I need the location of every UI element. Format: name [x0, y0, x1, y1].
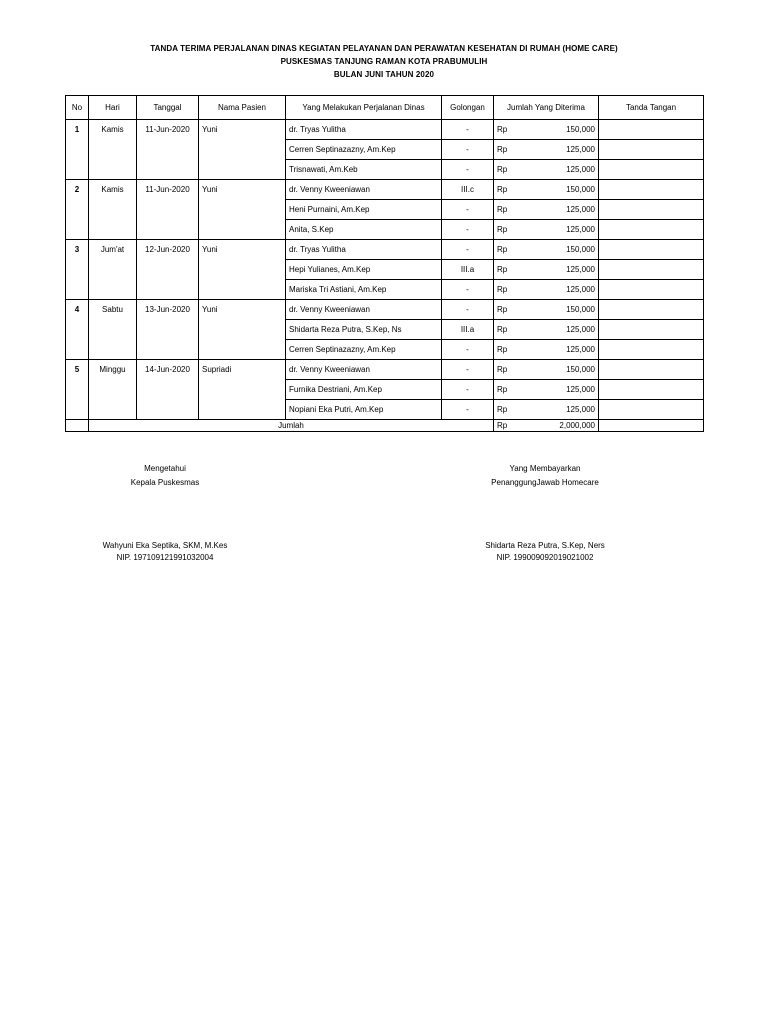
row-patient: Yuni [199, 180, 286, 240]
right-sig-name: Shidarta Reza Putra, S.Kep, Ners [485, 541, 605, 550]
staff-name: Shidarta Reza Putra, S.Kep, Ns [286, 320, 442, 340]
table-row [66, 240, 704, 260]
staff-name: Heni Purnaini, Am.Kep [286, 200, 442, 220]
amount-cell [494, 140, 599, 160]
currency-label: Rp [497, 365, 508, 374]
col-header-hari: Hari [89, 96, 137, 120]
total-amount-value: 2,000,000 [559, 421, 595, 430]
row-patient: Supriadi [199, 360, 286, 420]
amount-value: 125,000 [566, 265, 595, 274]
right-sig-title: Yang Membayarkan [509, 464, 581, 473]
left-signatory [80, 541, 250, 562]
signature-cell [599, 260, 704, 280]
currency-label: Rp [497, 265, 508, 274]
right-signature-block [470, 464, 620, 487]
signature-cell [599, 340, 704, 360]
amount-cell [494, 380, 599, 400]
col-header-no: No [66, 96, 89, 120]
row-day: Kamis [89, 180, 137, 240]
signature-cell [599, 160, 704, 180]
currency-label: Rp [497, 285, 508, 294]
staff-grade: - [442, 120, 494, 140]
amount-cell [494, 180, 599, 200]
staff-grade: - [442, 200, 494, 220]
row-patient: Yuni [199, 300, 286, 360]
left-sig-title: Mengetahui [144, 464, 186, 473]
table-row [66, 300, 704, 320]
table-row [66, 360, 704, 380]
amount-value: 125,000 [566, 205, 595, 214]
currency-label: Rp [497, 325, 508, 334]
table-row [66, 180, 704, 200]
currency-label: Rp [497, 185, 508, 194]
currency-label: Rp [497, 225, 508, 234]
left-sig-nip: NIP. 197109121991032004 [116, 553, 214, 562]
row-date: 11-Jun-2020 [137, 120, 199, 180]
amount-value: 125,000 [566, 285, 595, 294]
row-number: 4 [66, 300, 89, 360]
row-number: 2 [66, 180, 89, 240]
signature-cell [599, 220, 704, 240]
signature-cell [599, 180, 704, 200]
amount-value: 150,000 [566, 245, 595, 254]
col-header-nama-pasien: Nama Pasien [199, 96, 286, 120]
amount-cell [494, 360, 599, 380]
staff-name: Trisnawati, Am.Keb [286, 160, 442, 180]
staff-name: dr. Tryas Yulitha [286, 240, 442, 260]
signature-cell [599, 320, 704, 340]
currency-label: Rp [497, 421, 508, 430]
amount-cell [494, 220, 599, 240]
col-header-tanggal: Tanggal [137, 96, 199, 120]
amount-value: 125,000 [566, 325, 595, 334]
doc-title-line2: PUSKESMAS TANJUNG RAMAN KOTA PRABUMULIH [280, 57, 488, 66]
amount-cell [494, 340, 599, 360]
staff-grade: III.c [442, 180, 494, 200]
currency-label: Rp [497, 165, 508, 174]
doc-title-line3: BULAN JUNI TAHUN 2020 [333, 70, 435, 79]
amount-value: 125,000 [566, 225, 595, 234]
staff-name: dr. Venny Kweeniawan [286, 360, 442, 380]
staff-grade: - [442, 340, 494, 360]
staff-grade: - [442, 140, 494, 160]
signature-cell [599, 400, 704, 420]
amount-cell [494, 300, 599, 320]
currency-label: Rp [497, 205, 508, 214]
staff-grade: - [442, 160, 494, 180]
staff-grade: - [442, 240, 494, 260]
amount-value: 125,000 [566, 165, 595, 174]
total-signature-cell [599, 420, 704, 432]
staff-grade: - [442, 300, 494, 320]
total-amount-cell [494, 420, 599, 432]
staff-grade: III.a [442, 320, 494, 340]
total-label: Jumlah [89, 420, 494, 432]
row-patient: Yuni [199, 120, 286, 180]
staff-name: Furnika Destriani, Am.Kep [286, 380, 442, 400]
row-day: Sabtu [89, 300, 137, 360]
currency-label: Rp [497, 305, 508, 314]
receipt-table [65, 95, 704, 432]
row-number: 3 [66, 240, 89, 300]
right-signatory [465, 541, 625, 562]
amount-value: 125,000 [566, 145, 595, 154]
amount-cell [494, 400, 599, 420]
staff-grade: - [442, 280, 494, 300]
signature-cell [599, 280, 704, 300]
signature-cell [599, 360, 704, 380]
doc-title-line1: TANDA TERIMA PERJALANAN DINAS KEGIATAN PELAYANAN DAN PERAWATAN KESEHATAN DI RUMAH (HOME CARE) [150, 44, 618, 53]
row-day: Jum'at [89, 240, 137, 300]
staff-grade: III.a [442, 260, 494, 280]
staff-grade: - [442, 220, 494, 240]
signature-cell [599, 380, 704, 400]
amount-cell [494, 320, 599, 340]
amount-cell [494, 120, 599, 140]
signature-cell [599, 300, 704, 320]
amount-cell [494, 160, 599, 180]
row-number: 1 [66, 120, 89, 180]
currency-label: Rp [497, 145, 508, 154]
staff-grade: - [442, 400, 494, 420]
signature-cell [599, 120, 704, 140]
row-date: 13-Jun-2020 [137, 300, 199, 360]
staff-name: dr. Venny Kweeniawan [286, 300, 442, 320]
total-blank-cell [66, 420, 89, 432]
staff-name: Cerren Septinazazny, Am.Kep [286, 340, 442, 360]
signature-cell [599, 200, 704, 220]
row-date: 12-Jun-2020 [137, 240, 199, 300]
row-date: 14-Jun-2020 [137, 360, 199, 420]
table-body [66, 120, 704, 432]
staff-name: Cerren Septinazazny, Am.Kep [286, 140, 442, 160]
col-header-golongan: Golongan [442, 96, 494, 120]
currency-label: Rp [497, 245, 508, 254]
currency-label: Rp [497, 345, 508, 354]
amount-value: 125,000 [566, 385, 595, 394]
amount-value: 150,000 [566, 125, 595, 134]
amount-cell [494, 280, 599, 300]
currency-label: Rp [497, 405, 508, 414]
staff-grade: - [442, 380, 494, 400]
staff-name: Mariska Tri Astiani, Am.Kep [286, 280, 442, 300]
staff-name: Anita, S.Kep [286, 220, 442, 240]
amount-cell [494, 260, 599, 280]
amount-value: 125,000 [566, 345, 595, 354]
left-signature-block [110, 464, 220, 487]
row-day: Kamis [89, 120, 137, 180]
total-row [66, 420, 704, 432]
staff-grade: - [442, 360, 494, 380]
col-header-tanda-tangan: Tanda Tangan [599, 96, 704, 120]
currency-label: Rp [497, 385, 508, 394]
col-header-jumlah: Jumlah Yang Diterima [494, 96, 599, 120]
amount-value: 150,000 [566, 365, 595, 374]
amount-value: 125,000 [566, 405, 595, 414]
left-sig-role: Kepala Puskesmas [130, 478, 200, 487]
signature-cell [599, 140, 704, 160]
row-date: 11-Jun-2020 [137, 180, 199, 240]
staff-name: dr. Venny Kweeniawan [286, 180, 442, 200]
col-header-pelaksana: Yang Melakukan Perjalanan Dinas [286, 96, 442, 120]
currency-label: Rp [497, 125, 508, 134]
right-sig-role: PenanggungJawab Homecare [491, 478, 599, 487]
staff-name: dr. Tryas Yulitha [286, 120, 442, 140]
table-row [66, 120, 704, 140]
row-patient: Yuni [199, 240, 286, 300]
amount-value: 150,000 [566, 185, 595, 194]
table-header-row [66, 96, 704, 120]
amount-value: 150,000 [566, 305, 595, 314]
staff-name: Hepi Yulianes, Am.Kep [286, 260, 442, 280]
amount-cell [494, 240, 599, 260]
row-number: 5 [66, 360, 89, 420]
left-sig-name: Wahyuni Eka Septika, SKM, M.Kes [102, 541, 228, 550]
amount-cell [494, 200, 599, 220]
staff-name: Nopiani Eka Putri, Am.Kep [286, 400, 442, 420]
signature-cell [599, 240, 704, 260]
right-sig-nip: NIP. 199009092019021002 [496, 553, 594, 562]
row-day: Minggu [89, 360, 137, 420]
